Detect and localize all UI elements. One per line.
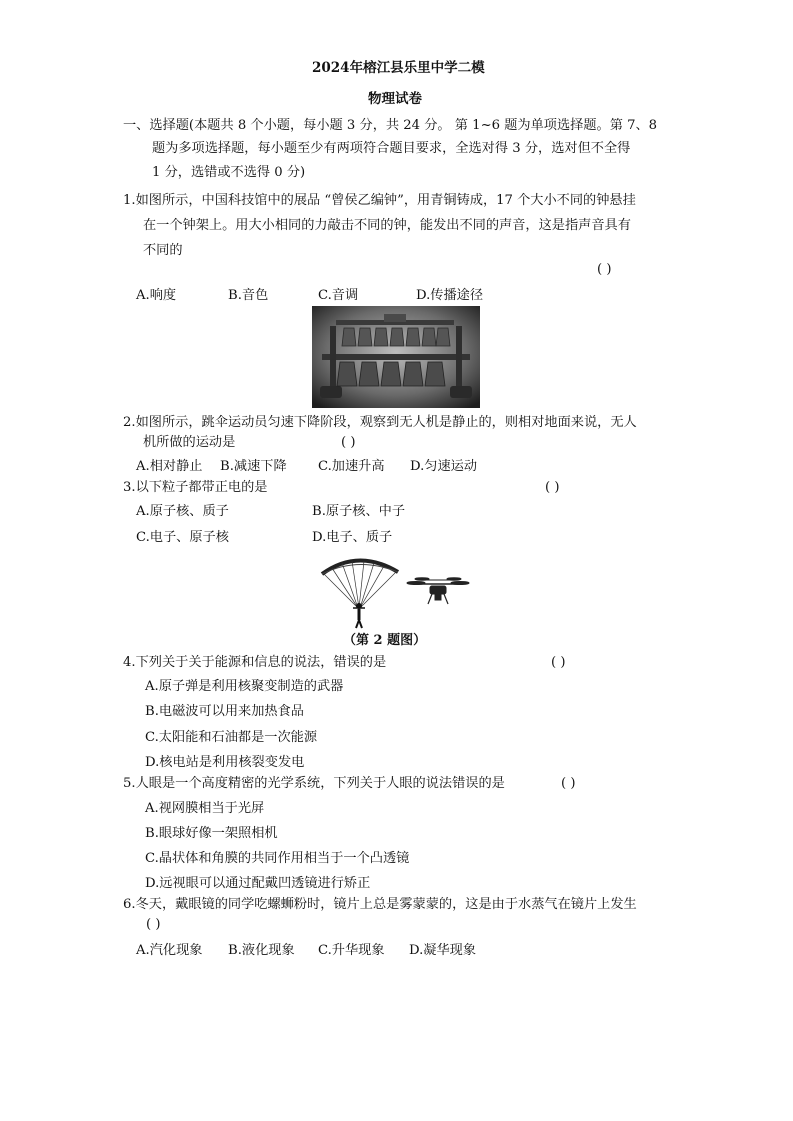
q6-option-d: D.凝华现象 bbox=[409, 943, 477, 958]
q6-answer-bracket: ( ) bbox=[146, 917, 161, 932]
q6-option-a: A.汽化现象 bbox=[136, 943, 203, 958]
q3-answer-bracket: ( ) bbox=[545, 480, 560, 495]
q2-option-a: A.相对静止 bbox=[136, 459, 203, 474]
q5-option-a: A.视网膜相当于光屏 bbox=[145, 801, 265, 816]
q4-answer-bracket: ( ) bbox=[551, 655, 566, 670]
q4-option-a: A.原子弹是利用核聚变制造的武器 bbox=[145, 679, 344, 694]
q2-stem-line-1: 2.如图所示，跳伞运动员匀速下降阶段，观察到无人机是静止的，则相对地面来说，无人 bbox=[123, 415, 637, 430]
q2-stem-line-2: 机所做的运动是 bbox=[143, 435, 236, 450]
q6-stem: 6.冬天，戴眼镜的同学吃螺蛳粉时，镜片上总是雾蒙蒙的，这是由于水蒸气在镜片上发生 bbox=[123, 897, 637, 912]
q1-option-c: C.音调 bbox=[318, 288, 359, 303]
q2-figure-caption: （第 2 题图） bbox=[343, 633, 427, 648]
q5-option-b: B.眼球好像一架照相机 bbox=[145, 826, 278, 841]
q4-stem: 4.下列关于关于能源和信息的说法，错误的是 bbox=[123, 655, 387, 670]
q1-stem-line-2: 在一个钟架上。用大小相同的力敲击不同的钟，能发出不同的声音，这是指声音具有 bbox=[143, 218, 631, 233]
q6-option-b: B.液化现象 bbox=[228, 943, 295, 958]
q5-option-d: D.远视眼可以通过配戴凹透镜进行矫正 bbox=[145, 876, 371, 891]
section-instructions-line-1: 一、选择题(本题共 8 个小题，每小题 3 分，共 24 分。 第 1~6 题为单项选择题。第 7、8 bbox=[123, 118, 658, 133]
q3-stem: 3.以下粒子都带正电的是 bbox=[123, 480, 268, 495]
bianzhong-bells-image bbox=[312, 306, 480, 408]
q1-option-a: A.响度 bbox=[136, 288, 177, 303]
q3-option-b: B.原子核、中子 bbox=[312, 504, 406, 519]
q5-answer-bracket: ( ) bbox=[561, 776, 576, 791]
q5-stem: 5.人眼是一个高度精密的光学系统，下列关于人眼的说法错误的是 bbox=[123, 776, 505, 791]
q4-option-c: C.太阳能和石油都是一次能源 bbox=[145, 730, 318, 745]
section-instructions-line-3: 1 分，选错或不选得 0 分) bbox=[152, 165, 306, 180]
q3-option-c: C.电子、原子核 bbox=[136, 530, 229, 545]
q1-option-b: B.音色 bbox=[228, 288, 269, 303]
exam-subtitle: 物理试卷 bbox=[368, 91, 422, 107]
q2-option-b: B.减速下降 bbox=[220, 459, 287, 474]
q2-option-d: D.匀速运动 bbox=[410, 459, 478, 474]
q1-answer-bracket: ( ) bbox=[597, 262, 612, 277]
q6-option-c: C.升华现象 bbox=[318, 943, 385, 958]
q1-stem-line-1: 1.如图所示，中国科技馆中的展品 “曾侯乙编钟”，用青铜铸成，17 个大小不同的钟悬挂 bbox=[123, 193, 636, 208]
q3-option-a: A.原子核、质子 bbox=[136, 504, 229, 519]
q1-option-d: D.传播途径 bbox=[416, 288, 484, 303]
section-instructions-line-2: 题为多项选择题，每小题至少有两项符合题目要求，全选对得 3 分，选对但不全得 bbox=[152, 141, 631, 156]
q4-option-b: B.电磁波可以用来加热食品 bbox=[145, 704, 304, 719]
q2-option-c: C.加速升高 bbox=[318, 459, 385, 474]
q3-option-d: D.电子、质子 bbox=[312, 530, 393, 545]
exam-title: 2024年榕江县乐里中学二模 bbox=[312, 60, 485, 76]
q2-answer-bracket: ( ) bbox=[341, 435, 356, 450]
q5-option-c: C.晶状体和角膜的共同作用相当于一个凸透镜 bbox=[145, 851, 410, 866]
parachutist-drone-image bbox=[318, 550, 480, 630]
q4-option-d: D.核电站是利用核裂变发电 bbox=[145, 755, 305, 770]
q1-stem-line-3: 不同的 bbox=[143, 243, 183, 258]
